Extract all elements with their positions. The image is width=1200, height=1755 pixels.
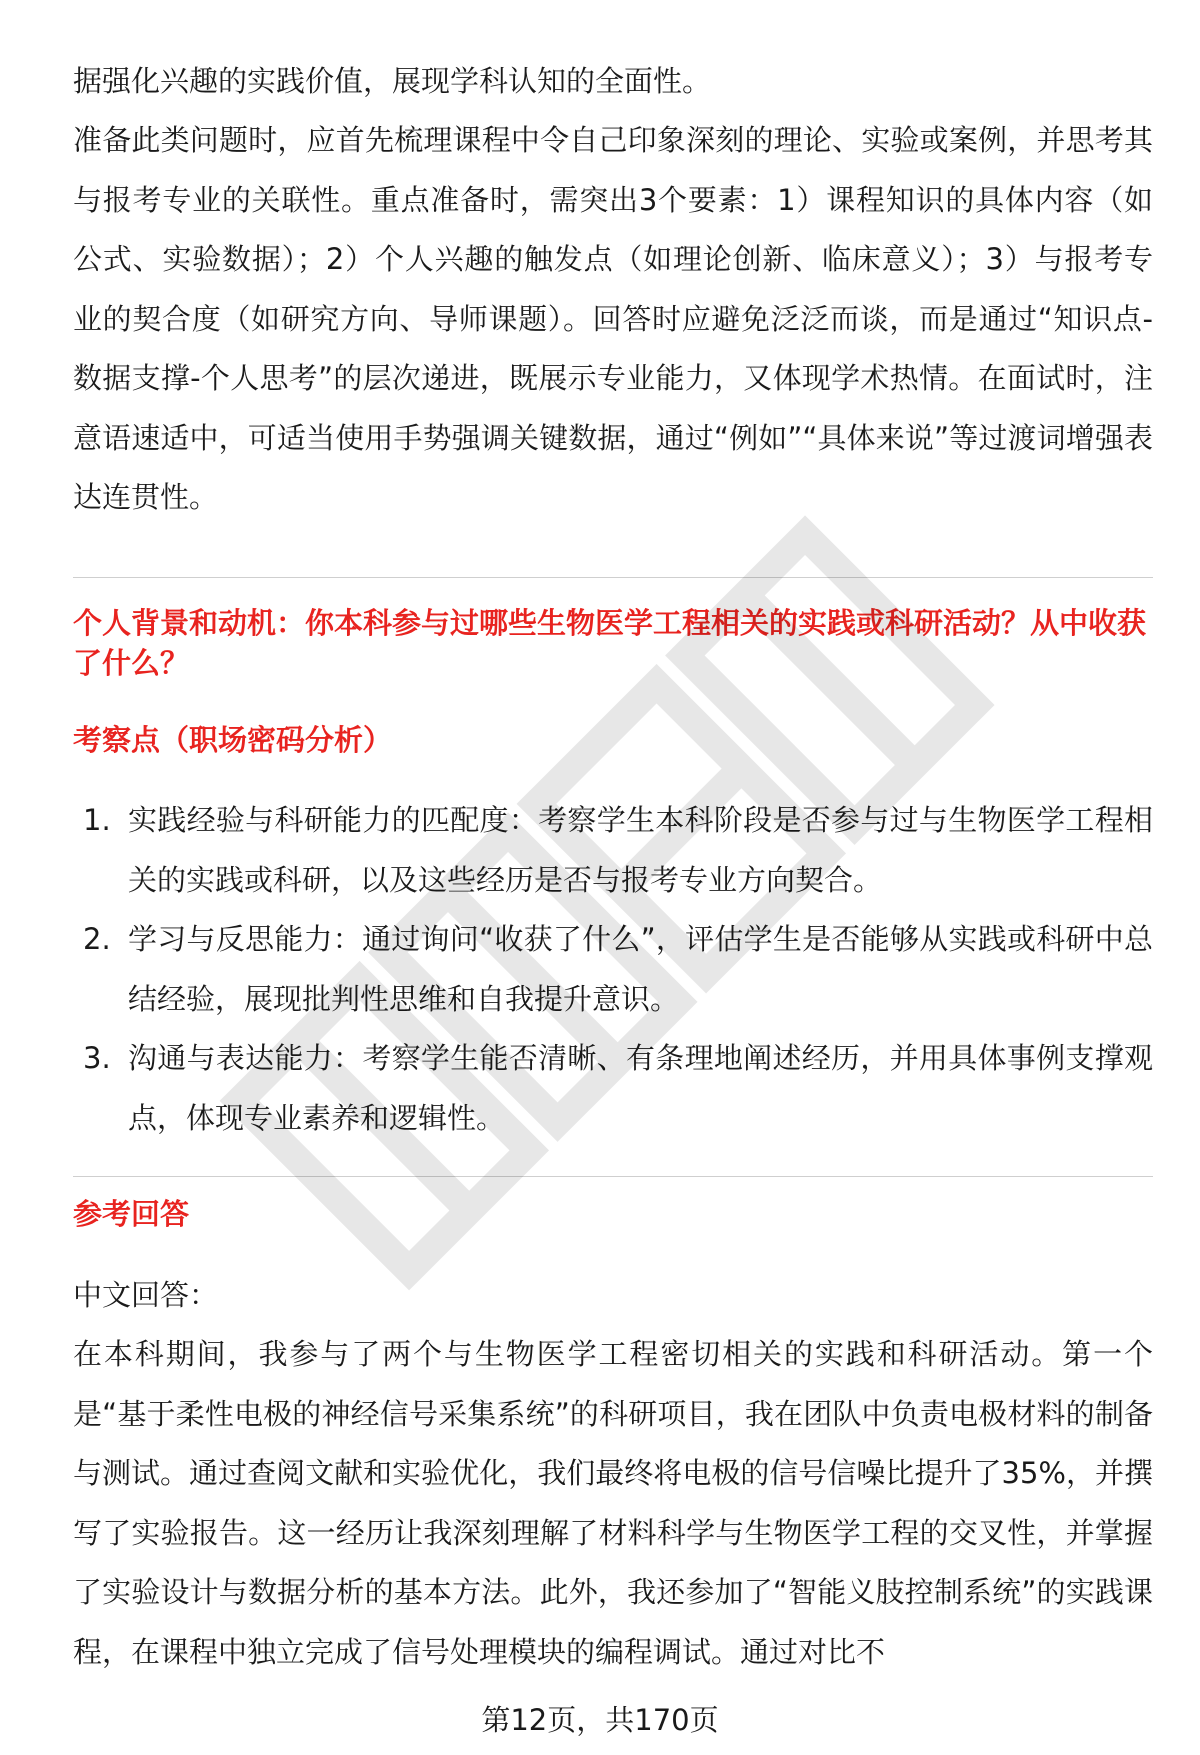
intro-line: 据强化兴趣的实践价值，展现学科认知的全面性。 xyxy=(73,64,712,98)
answer-language-label: 中文回答： xyxy=(73,1278,219,1312)
answer-paragraph: 在本科期间，我参与了两个与生物医学工程密切相关的实践和科研活动。第一个是“基于柔性电极的神经信号采集系统”的科研项目，我在团队中负责电极材料的制备与测试。通过查阅文献和实验优化，我们最终将电极的信号信噪比提升了35%，并撰写了实验报告。这一经历让我深刻理解了材料科学与生物医学工程的交叉性，并掌握了实验设计与数据分析的基本方法。此外，我还参加了“智能义肢控制系统”的实践课程，在课程中独立完成了信号处理模块的编程调试。通过对比不 xyxy=(73,1337,1153,1669)
list-number: 2. xyxy=(83,922,111,956)
preparation-paragraph: 准备此类问题时，应首先梳理课程中令自己印象深刻的理论、实验或案例，并思考其与报考专业的关联性。重点准备时，需突出3个要素：1）课程知识的具体内容（如公式、实验数据）；2）个人兴趣的触发点（如理论创新、临床意义）；3）与报考专业的契合度（如研究方向、导师课题）。回答时应避免泛泛而谈，而是通过“知识点-数据支撑-个人思考”的层次递进，既展示专业能力，又体现学术热情。在面试时，注意语速适中，可适当使用手势强调关键数据，通过“例如”“具体来说”等过渡词增强表达连贯性。 xyxy=(73,123,1153,514)
section-divider xyxy=(73,577,1153,578)
list-item xyxy=(73,910,1153,1029)
analysis-points-list xyxy=(73,791,1153,1148)
list-item xyxy=(73,1029,1153,1148)
interview-question: 个人背景和动机：你本科参与过哪些生物医学工程相关的实践或科研活动？从中收获了什么？ xyxy=(73,606,1147,680)
analysis-heading: 考察点（职场密码分析） xyxy=(73,723,393,757)
list-item-text: 实践经验与科研能力的匹配度：考察学生本科阶段是否参与过与生物医学工程相关的实践或科研，以及这些经历是否与报考专业方向契合。 xyxy=(128,803,1153,897)
list-item xyxy=(73,791,1153,910)
list-item-text: 沟通与表达能力：考察学生能否清晰、有条理地阐述经历，并用具体事例支撑观点，体现专业素养和逻辑性。 xyxy=(128,1041,1153,1135)
list-number: 3. xyxy=(83,1041,111,1075)
list-number: 1. xyxy=(83,803,111,837)
page-number-footer: 第12页，共170页 xyxy=(481,1703,719,1737)
section-divider xyxy=(73,1176,1153,1177)
answer-heading: 参考回答 xyxy=(73,1197,190,1231)
list-item-text: 学习与反思能力：通过询问“收获了什么”，评估学生是否能够从实践或科研中总结经验，展现批判性思维和自我提升意识。 xyxy=(128,922,1153,1016)
